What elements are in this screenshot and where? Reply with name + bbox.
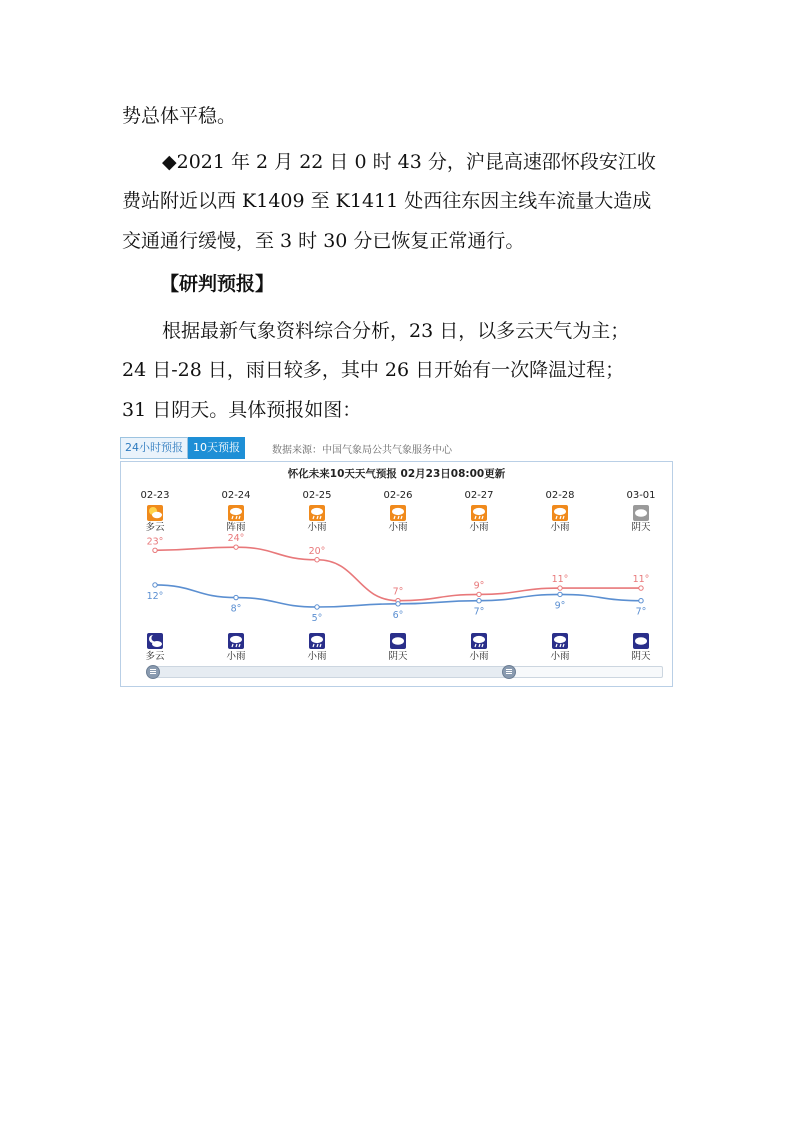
day-weather-label: 小雨	[550, 522, 570, 533]
data-point-low	[396, 602, 400, 606]
paragraph-3-line-2: 24 日-28 日，雨日较多，其中 26 日开始有一次降温过程；	[122, 359, 625, 381]
weather-forecast-widget	[120, 437, 673, 687]
data-label-high: 24°	[227, 533, 245, 545]
scroll-handle-left[interactable]	[146, 665, 160, 679]
light-rain-night-icon	[552, 633, 568, 649]
light-rain-night-icon	[471, 633, 487, 649]
data-label-low: 9°	[554, 600, 566, 612]
data-label-high: 20°	[308, 545, 326, 557]
timeline-scrollbar[interactable]	[149, 666, 663, 678]
data-label-low: 12°	[146, 590, 164, 602]
forecast-date: 03-01	[626, 490, 656, 501]
night-weather-label: 阴天	[388, 651, 408, 662]
forecast-panel	[120, 461, 673, 687]
paragraph-1: 势总体平稳。	[122, 105, 237, 127]
paragraph-2-line-1: ◆2021 年 2 月 22 日 0 时 43 分，沪昆高速邵怀段安江收	[162, 151, 656, 173]
paragraph-3-line-1: 根据最新气象资料综合分析，23 日，以多云天气为主；	[162, 320, 630, 342]
light-rain-night-icon	[309, 633, 325, 649]
data-point-high	[315, 558, 319, 562]
scroll-handle-right[interactable]	[502, 665, 516, 679]
forecast-title: 怀化未来10天天气预报 02月23日08:00更新	[287, 468, 506, 480]
night-weather-label: 小雨	[307, 651, 327, 662]
forecast-date: 02-23	[140, 490, 170, 501]
day-weather-label: 小雨	[307, 522, 327, 533]
data-point-high	[477, 592, 481, 596]
forecast-date: 02-24	[221, 490, 251, 501]
overcast-night-icon	[390, 633, 406, 649]
data-label-high: 9°	[473, 580, 485, 592]
night-weather-label: 小雨	[550, 651, 570, 662]
data-point-low	[558, 592, 562, 596]
data-label-high: 11°	[632, 574, 650, 586]
data-label-low: 6°	[392, 609, 404, 621]
night-weather-label: 多云	[145, 651, 165, 662]
data-label-high: 11°	[551, 574, 569, 586]
data-label-low: 8°	[230, 603, 242, 615]
paragraph-3-line-3: 31 日阴天。具体预报如图：	[122, 399, 362, 421]
data-point-low	[234, 595, 238, 599]
data-label-low: 7°	[473, 606, 485, 618]
data-point-high	[234, 545, 238, 549]
data-label-high: 7°	[392, 586, 404, 598]
paragraph-2-line-2: 费站附近以西 K1409 至 K1411 处西往东因主线车流量大造成	[122, 190, 652, 212]
tab-24h-forecast[interactable]: 24小时预报	[120, 437, 188, 459]
data-point-high	[639, 586, 643, 590]
overcast-night-icon	[633, 633, 649, 649]
day-weather-label: 小雨	[388, 522, 408, 533]
data-point-high	[558, 586, 562, 590]
section-heading: 【研判预报】	[160, 273, 275, 295]
forecast-date: 02-25	[302, 490, 332, 501]
day-weather-label: 阴天	[631, 522, 651, 533]
scrollbar-range	[150, 667, 508, 677]
day-weather-label: 多云	[145, 522, 165, 533]
night-weather-label: 阴天	[631, 651, 651, 662]
data-point-high	[153, 548, 157, 552]
data-point-low	[315, 605, 319, 609]
data-point-low	[153, 583, 157, 587]
data-label-low: 7°	[635, 606, 647, 618]
day-weather-label: 小雨	[469, 522, 489, 533]
data-label-high: 23°	[146, 536, 164, 548]
night-weather-label: 小雨	[226, 651, 246, 662]
tab-10day-forecast[interactable]: 10天预报	[188, 437, 245, 459]
forecast-date: 02-26	[383, 490, 413, 501]
data-point-low	[477, 599, 481, 603]
data-label-low: 5°	[311, 613, 323, 624]
forecast-tabs	[120, 437, 245, 459]
data-source: 数据来源：中国气象局公共气象服务中心	[272, 445, 452, 456]
day-weather-label: 阵雨	[226, 522, 246, 533]
light-rain-night-icon	[228, 633, 244, 649]
night-weather-label: 小雨	[469, 651, 489, 662]
forecast-date: 02-28	[545, 490, 575, 501]
partly-cloudy-moon-icon	[147, 633, 163, 649]
forecast-date: 02-27	[464, 490, 494, 501]
data-point-low	[639, 599, 643, 603]
paragraph-2-line-3: 交通通行缓慢，至 3 时 30 分已恢复正常通行。	[122, 230, 525, 252]
